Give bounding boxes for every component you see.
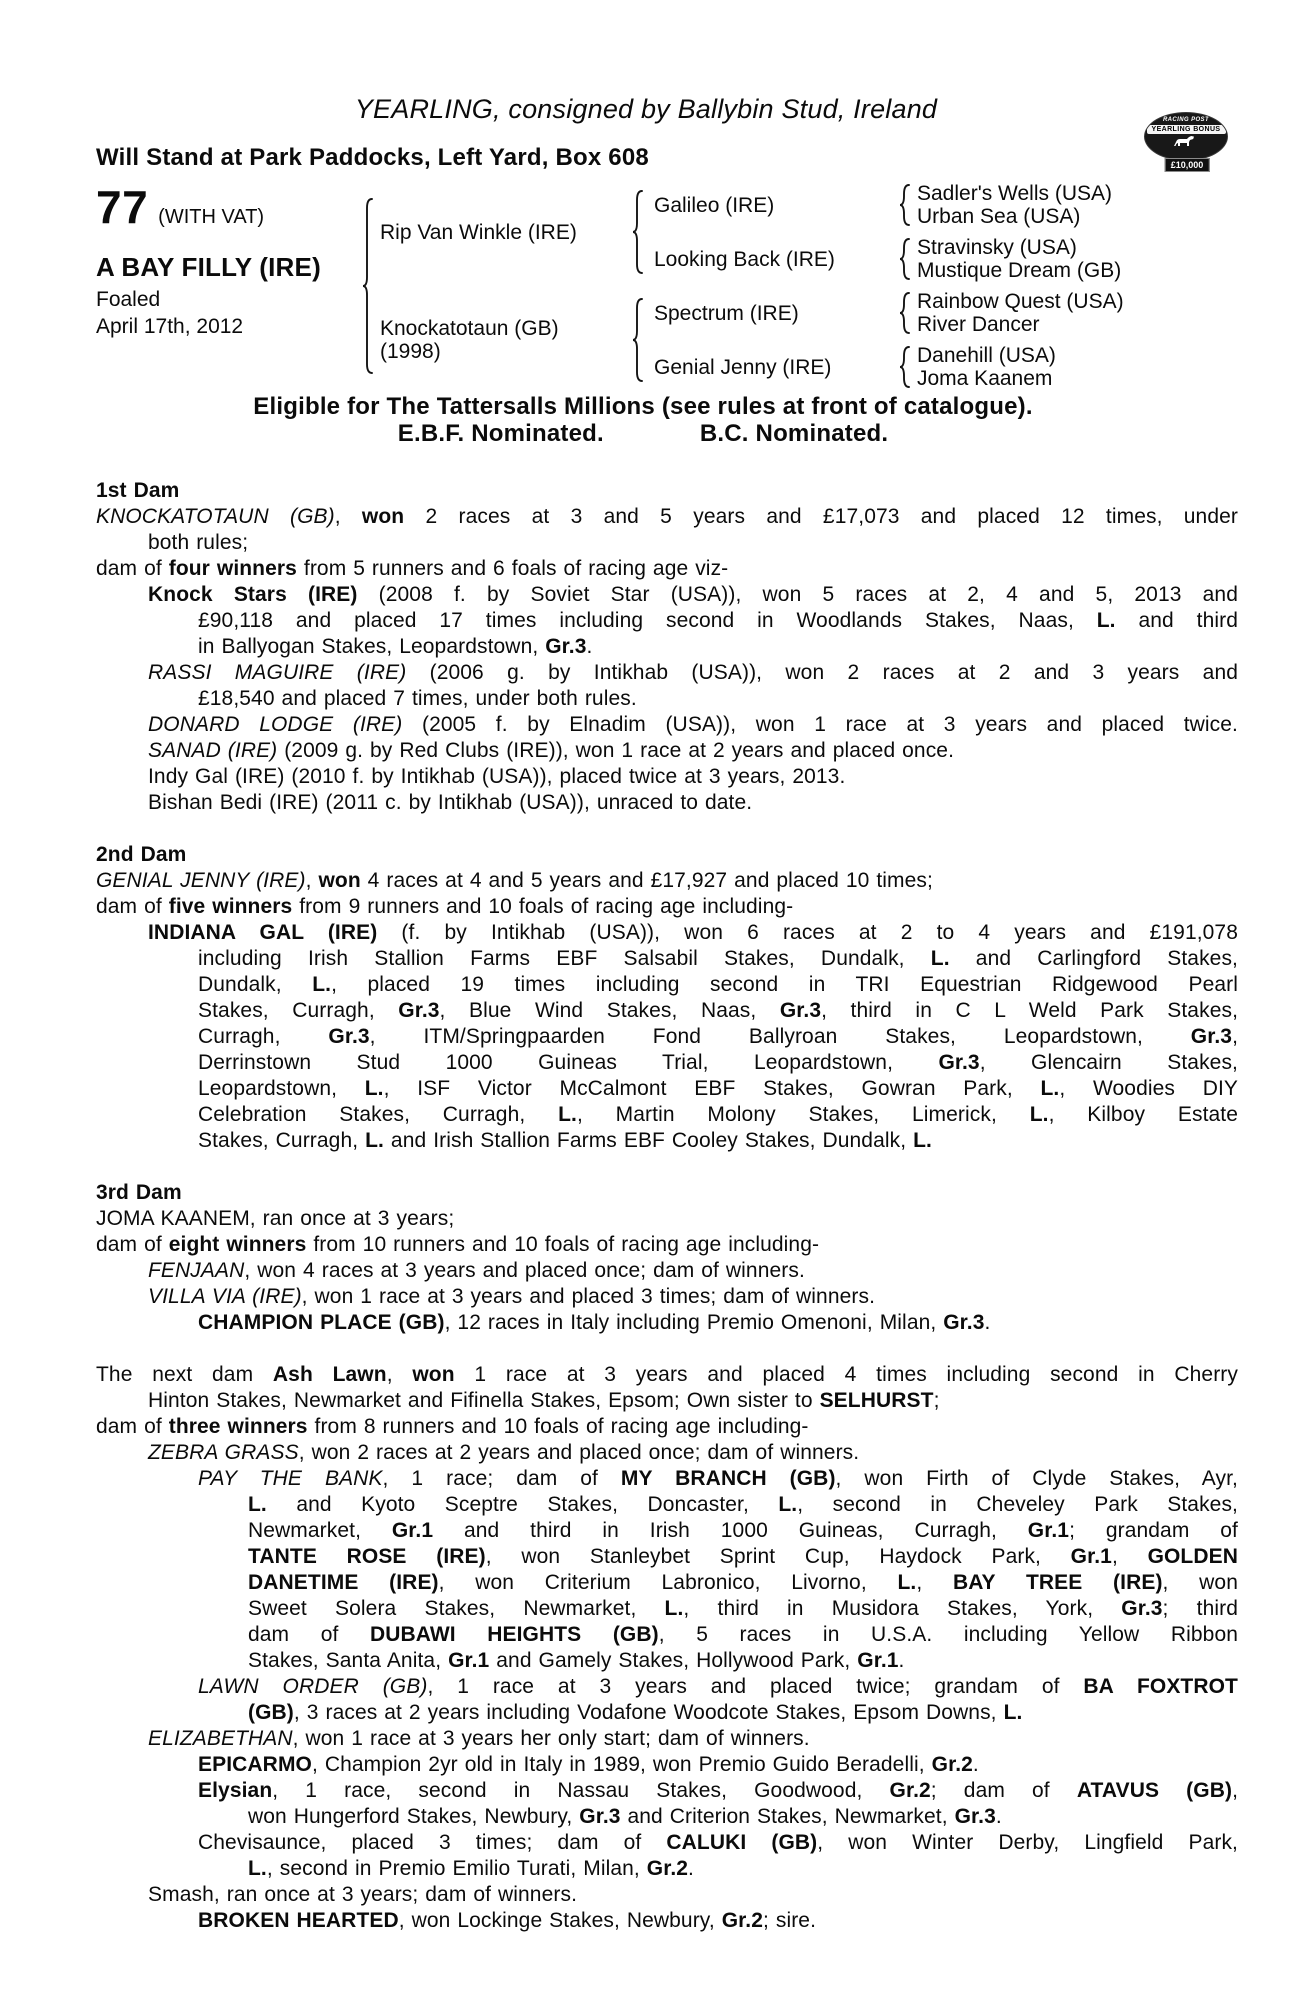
great-grandparent-name: Urban Sea (USA) — [917, 205, 1081, 228]
text-line: DONARD LODGE (IRE) (2005 f. by Elnadim (USA)), won 1 race at 3 years and placed twice. — [148, 713, 1238, 736]
section-gap — [96, 1154, 1238, 1180]
text-line: Newmarket, Gr.1 and third in Irish 1000 Guineas, Curragh, Gr.1; grandam of — [248, 1519, 1238, 1542]
text-line: TANTE ROSE (IRE), won Stanleybet Sprint Cup, Haydock Park, Gr.1, GOLDEN — [248, 1545, 1238, 1568]
text-line: Sweet Solera Stakes, Newmarket, L., third in Musidora Stakes, York, Gr.3; third — [248, 1597, 1238, 1620]
catalogue-body — [96, 478, 1238, 1934]
dam-brace-icon — [632, 290, 654, 390]
text-line: Smash, ran once at 3 years; dam of winners. — [148, 1883, 577, 1906]
text-line: dam of five winners from 9 runners and 10 foals of racing age including- — [96, 895, 794, 918]
great-grandparent-name: Joma Kaanem — [917, 367, 1053, 390]
sire-name-text: Rip Van Winkle (IRE) — [380, 220, 577, 244]
pedigree-root-brace-icon — [362, 182, 380, 390]
text-line: Leopardstown, L., ISF Victor McCalmont EBF Stakes, Gowran Park, L., Woodies DIY — [198, 1077, 1239, 1100]
great-grandparent-name: Mustique Dream (GB) — [917, 259, 1122, 282]
dam-year-text: (1998) — [380, 340, 441, 363]
text-line: DANETIME (IRE), won Criterium Labronico, Livorno, L., BAY TREE (IRE), won — [248, 1571, 1238, 1594]
gen3-brace-icon — [899, 290, 917, 336]
pedigree-tree — [362, 182, 1124, 390]
sire-name — [380, 182, 632, 282]
text-line: JOMA KAANEM, ran once at 3 years; — [96, 1207, 455, 1230]
pedigree-paragraph — [96, 1414, 1238, 1440]
text-line: Dundalk, L., placed 19 times including second in TRI Equestrian Ridgewood Pearl — [198, 973, 1238, 996]
great-grandparent-name: Stravinsky (USA) — [917, 236, 1077, 259]
text-line: dam of eight winners from 10 runners and 10 foals of racing age including- — [96, 1233, 820, 1256]
text-line: dam of DUBAWI HEIGHTS (GB), 5 races in U.S.A. including Yellow Ribbon — [248, 1623, 1239, 1646]
text-line: including Irish Stallion Farms EBF Salsabil Stakes, Dundalk, L. and Carlingford Stakes, — [198, 947, 1238, 970]
text-line: Hinton Stakes, Newmarket and Fifinella Stakes, Epsom; Own sister to SELHURST; — [148, 1389, 940, 1412]
section-gap — [96, 816, 1238, 842]
granddam-dam-side-name: Genial Jenny (IRE) — [654, 355, 832, 379]
foaled-date: April 17th, 2012 — [96, 315, 244, 338]
text-line: Elysian, 1 race, second in Nassau Stakes, Goodwood, Gr.2; dam of ATAVUS (GB), — [198, 1779, 1238, 1802]
text-line: won Hungerford Stakes, Newbury, Gr.3 and Criterion Stakes, Newmarket, Gr.3. — [248, 1805, 1002, 1828]
text-line: £18,540 and placed 7 times, under both rules. — [198, 687, 637, 710]
text-line: BROKEN HEARTED, won Lockinge Stakes, Newbury, Gr.2; sire. — [198, 1909, 817, 1932]
text-line: Bishan Bedi (IRE) (2011 c. by Intikhab (USA)), unraced to date. — [148, 791, 753, 814]
pedigree-paragraph — [96, 738, 1238, 764]
text-line: INDIANA GAL (IRE) (f. by Intikhab (USA)), won 6 races at 2 to 4 years and £191,078 — [148, 921, 1238, 944]
stand-location: Will Stand at Park Paddocks, Left Yard, Box 608 — [96, 144, 649, 171]
text-line: Derrinstown Stud 1000 Guineas Trial, Leopardstown, Gr.3, Glencairn Stakes, — [198, 1051, 1238, 1074]
text-line: dam of three winners from 8 runners and 10 foals of racing age including- — [96, 1415, 809, 1438]
section-heading: 1st Dam — [96, 479, 180, 502]
text-line: SANAD (IRE) (2009 g. by Red Clubs (IRE)), won 1 race at 2 years and placed once. — [148, 739, 955, 762]
pedigree-paragraph — [96, 1258, 1238, 1284]
text-line: Chevisaunce, placed 3 times; dam of CALUKI (GB), won Winter Derby, Lingfield Park, — [198, 1831, 1238, 1854]
badge-amount: £10,000 — [1165, 158, 1210, 172]
horse-icon — [1171, 134, 1201, 147]
pedigree-paragraph — [96, 1752, 1238, 1778]
text-line: Curragh, Gr.3, ITM/Springpaarden Fond Ballyroan Stakes, Leopardstown, Gr.3, — [198, 1025, 1238, 1048]
pedigree-paragraph — [96, 920, 1238, 1154]
pedigree-paragraph — [96, 1830, 1238, 1882]
great-grandparent-name: Rainbow Quest (USA) — [917, 290, 1124, 313]
badge-oval — [1144, 112, 1228, 161]
vat-note: (WITH VAT) — [158, 206, 265, 228]
text-line: GENIAL JENNY (IRE), won 4 races at 4 and 5 years and £17,927 and placed 10 times; — [96, 869, 933, 892]
lot-number: 77 — [96, 181, 149, 233]
text-line: The next dam Ash Lawn, won 1 race at 3 years and placed 4 times including second in Cherry — [96, 1363, 1238, 1386]
text-line: both rules; — [148, 531, 249, 554]
pedigree-paragraph — [96, 712, 1238, 738]
horse-description: A BAY FILLY (IRE) — [96, 252, 321, 282]
pedigree-paragraph — [96, 1674, 1238, 1726]
text-line: (GB), 3 races at 2 years including Vodafone Woodcote Stakes, Epsom Downs, L. — [248, 1701, 1023, 1724]
gen3-brace-icon — [899, 344, 917, 390]
pedigree-paragraph — [96, 1466, 1238, 1674]
text-line: RASSI MAGUIRE (IRE) (2006 g. by Intikhab (USA)), won 2 races at 2 and 3 years and — [148, 661, 1238, 684]
text-line: Stakes, Curragh, L. and Irish Stallion Farms EBF Cooley Stakes, Dundalk, L. — [198, 1129, 932, 1152]
pedigree-paragraph — [96, 1232, 1238, 1258]
pedigree-paragraph — [96, 868, 1238, 894]
text-line: Celebration Stakes, Curragh, L., Martin Molony Stakes, Limerick, L., Kilboy Estate — [198, 1103, 1239, 1126]
text-line: FENJAAN, won 4 races at 3 years and placed once; dam of winners. — [148, 1259, 805, 1282]
grandsire-name: Galileo (IRE) — [654, 193, 775, 217]
text-line: CHAMPION PLACE (GB), 12 races in Italy including Premio Omenoni, Milan, Gr.3. — [198, 1311, 991, 1334]
granddam-name: Looking Back (IRE) — [654, 247, 835, 271]
racing-post-yearling-bonus-badge — [1144, 112, 1230, 174]
text-line: Indy Gal (IRE) (2010 f. by Intikhab (USA)), placed twice at 3 years, 2013. — [148, 765, 846, 788]
pedigree-paragraph — [96, 790, 1238, 816]
sire-brace-icon — [632, 182, 654, 282]
pedigree-paragraph — [96, 1284, 1238, 1310]
pedigree-paragraph — [96, 1726, 1238, 1752]
section-heading: 2nd Dam — [96, 843, 187, 866]
text-line: ELIZABETHAN, won 1 race at 3 years her only start; dam of winners. — [148, 1727, 810, 1750]
page-title: YEARLING, consigned by Ballybin Stud, Ireland — [354, 94, 938, 124]
pedigree-paragraph — [96, 1206, 1238, 1232]
text-line: Stakes, Santa Anita, Gr.1 and Gamely Stakes, Hollywood Park, Gr.1. — [248, 1649, 905, 1672]
eligibility-note: Eligible for The Tattersalls Millions (see rules at front of catalogue). — [253, 393, 1033, 420]
text-line: VILLA VIA (IRE), won 1 race at 3 years and placed 3 times; dam of winners. — [148, 1285, 876, 1308]
pedigree-paragraph — [96, 1778, 1238, 1830]
pedigree-paragraph — [96, 556, 1238, 582]
grandsire-dam-side-name: Spectrum (IRE) — [654, 301, 799, 325]
great-grandparent-name: Sadler's Wells (USA) — [917, 182, 1112, 205]
text-line: in Ballyogan Stakes, Leopardstown, Gr.3. — [198, 635, 593, 658]
pedigree-paragraph — [96, 1310, 1238, 1336]
pedigree-paragraph — [96, 1362, 1238, 1414]
pedigree-paragraph — [96, 764, 1238, 790]
text-line: LAWN ORDER (GB), 1 race at 3 years and placed twice; grandam of BA FOXTROT — [198, 1675, 1238, 1698]
foaled-label: Foaled — [96, 288, 161, 311]
text-line: £90,118 and placed 17 times including second in Woodlands Stakes, Naas, L. and third — [198, 609, 1238, 632]
pedigree-paragraph — [96, 1882, 1238, 1908]
pedigree-paragraph — [96, 1908, 1238, 1934]
text-line: L., second in Premio Emilio Turati, Milan, Gr.2. — [248, 1857, 694, 1880]
pedigree-paragraph — [96, 1440, 1238, 1466]
text-line: Stakes, Curragh, Gr.3, Blue Wind Stakes, Naas, Gr.3, third in C L Weld Park Stakes, — [198, 999, 1239, 1022]
badge-publisher-text: RACING POST — [1162, 117, 1210, 123]
pedigree-paragraph — [96, 660, 1238, 712]
text-line: PAY THE BANK, 1 race; dam of MY BRANCH (GB), won Firth of Clyde Stakes, Ayr, — [198, 1467, 1238, 1490]
great-grandparent-name: River Dancer — [917, 313, 1040, 336]
nominations-line — [0, 420, 1286, 448]
badge-band-text: YEARLING BONUS — [1147, 125, 1226, 134]
section-heading: 3rd Dam — [96, 1181, 182, 1204]
text-line: L. and Kyoto Sceptre Stakes, Doncaster, L., second in Cheveley Park Stakes, — [248, 1493, 1238, 1516]
text-line: EPICARMO, Champion 2yr old in Italy in 1989, won Premio Guido Beradelli, Gr.2. — [198, 1753, 979, 1776]
text-line: KNOCKATOTAUN (GB), won 2 races at 3 and 5 years and £17,073 and placed 12 times, under — [96, 505, 1238, 528]
bc-nominated: B.C. Nominated. — [699, 420, 889, 447]
text-line: Knock Stars (IRE) (2008 f. by Soviet Star (USA)), won 5 races at 2, 4 and 5, 2013 and — [148, 583, 1238, 606]
pedigree-paragraph — [96, 894, 1238, 920]
text-line: dam of four winners from 5 runners and 6 foals of racing age viz- — [96, 557, 729, 580]
text-line: ZEBRA GRASS, won 2 races at 2 years and placed once; dam of winners. — [148, 1441, 860, 1464]
gen3-brace-icon — [899, 236, 917, 282]
section-gap — [96, 1336, 1238, 1362]
gen3-brace-icon — [899, 182, 917, 228]
pedigree-paragraph — [96, 504, 1238, 556]
great-grandparent-name: Danehill (USA) — [917, 344, 1056, 367]
page-header — [0, 0, 1314, 478]
dam-name — [380, 290, 632, 390]
dam-name-text: Knockatotaun (GB) — [380, 317, 559, 340]
lot-block — [96, 180, 264, 234]
pedigree-paragraph — [96, 582, 1238, 660]
ebf-nominated: E.B.F. Nominated. — [397, 420, 604, 447]
